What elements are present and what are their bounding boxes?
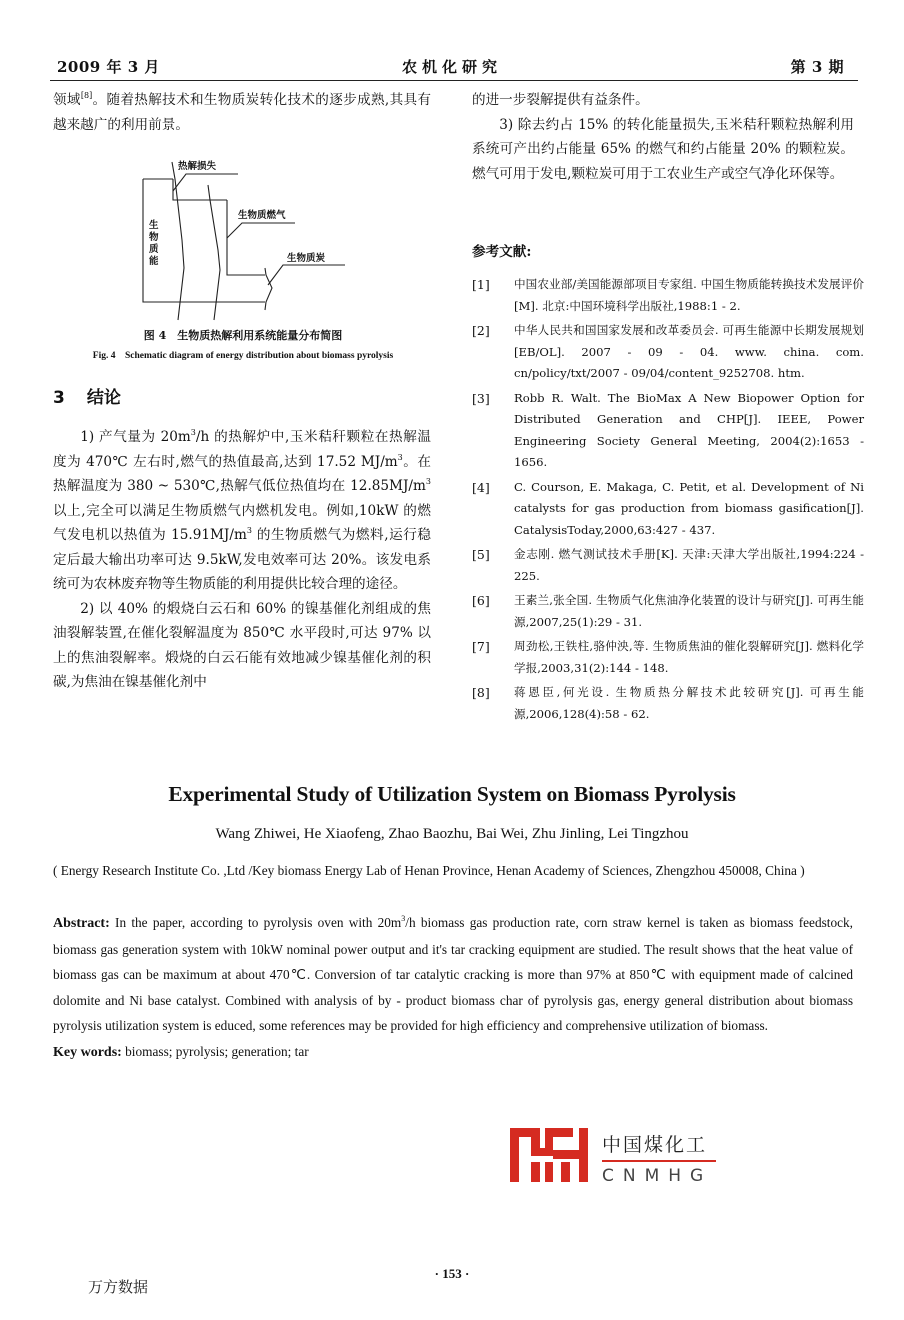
- logo-text-en: CNMHG: [602, 1166, 713, 1186]
- c1-text-2: /h 的热解炉中,玉米秸秆颗粒在热解温度为 470℃ 左右时,燃气的热值最高,达到 17.52 MJ/m: [53, 429, 431, 470]
- reference-item: [472, 477, 864, 542]
- intro-text-a: 领域: [53, 92, 81, 108]
- ref-text: 金志刚. 燃气测试技术手册[K]. 天津:天津大学出版社,1994:224 - 225.: [514, 547, 864, 583]
- citation-8: [8]: [80, 91, 93, 100]
- header-date: 2009 年 3 月: [57, 58, 160, 76]
- abstract-text-b: /h biomass gas production rate, corn straw kernel is taken as biomass feedstock, biomass gas generation system with 10kW nominal power output and it's tar cracking equipment are studied. The result shows that the heat value of biomass gas can be maximum at about 470℃. Conversion of tar catalytic cracking is more than 97% at 850℃ with equipment made of calcined dolomite and Ni base catalyst. Combined with analysis of by - product biomass char of pyrolysis gas, energy general distribution about biomass pyrolysis utilization system is educed, some references may be provided for high efficiency and comprehensive utilization of biomass.: [53, 915, 853, 1033]
- ref-text: 周劲松,王铁柱,骆仲泱,等. 生物质焦油的催化裂解研究[J]. 燃料化学学报,2003,31(2):144 - 148.: [514, 639, 864, 675]
- continuation-text: 的进一步裂解提供有益条件。: [472, 92, 649, 108]
- ref-text: 王素兰,张全国. 生物质气化焦油净化装置的设计与研究[J]. 可再生能源,2007,25(1):29 - 31.: [514, 593, 864, 629]
- header-journal-title: 农机化研究: [401, 58, 502, 76]
- keywords-label: Key words:: [53, 1044, 122, 1060]
- c1-text-4: 以上,完全可以满足生物质燃气内燃机发电。例如,10kW 的燃气发电机以热值为 15.91MJ/m: [53, 502, 431, 543]
- ref-num: [4]: [472, 479, 490, 495]
- references-list: [472, 274, 864, 728]
- leader-char: [268, 265, 345, 285]
- c1-sup-4: 3: [246, 526, 252, 535]
- reference-item: [472, 320, 864, 385]
- watermark-wanfang: 万方数据: [88, 1278, 149, 1296]
- abstract-text-a: In the paper, according to pyrolysis oven with 20m: [109, 915, 402, 930]
- section-number: 3: [53, 388, 65, 408]
- label-char-2: 物: [149, 232, 159, 243]
- header-rule: [50, 80, 858, 81]
- english-title: Experimental Study of Utilization System on Biomass Pyrolysis: [168, 782, 736, 806]
- logo-divider: [602, 1160, 716, 1162]
- zigzag-cut-1: [172, 162, 184, 320]
- abstract-label: Abstract:: [53, 916, 110, 931]
- c1-text-5: 的生物质燃气为燃料,运行稳定后最大输出功率可达 9.5kW,发电效率可达 20%。该发电系统可为农林废弃物等生物质能的利用提供比较合理的途径。: [53, 527, 431, 592]
- header-issue: 第 3 期: [790, 58, 844, 76]
- reference-item: [472, 388, 864, 474]
- leader-heat-loss: [173, 174, 238, 191]
- c1-sup-3: 3: [425, 477, 431, 486]
- ref-text: 蒋恩臣,何光设. 生物质热分解技术此较研究[J]. 可再生能源,2006,128(4):58 - 62.: [514, 685, 864, 721]
- c1-sup-2: 3: [397, 452, 403, 462]
- outer-box-edge: [143, 179, 265, 302]
- conclusions-left: [53, 425, 431, 695]
- english-authors: Wang Zhiwei, He Xiaofeng, Zhao Baozhu, Bai Wei, Zhu Jinling, Lei Tingzhou: [215, 826, 689, 842]
- label-char-4: 能: [149, 256, 159, 267]
- reference-item: [472, 274, 864, 317]
- ref-num: [3]: [472, 390, 490, 406]
- heat-loss-step: [173, 179, 227, 200]
- ref-num: [2]: [472, 323, 490, 338]
- label-heat-loss: 热解损失: [178, 161, 217, 172]
- figure-4-diagram: [120, 150, 380, 325]
- intro-paragraph: [53, 88, 431, 137]
- abstract-sup: 3: [401, 914, 406, 923]
- label-biomass-energy: [149, 220, 161, 268]
- conclusion-1: [53, 425, 431, 597]
- ref-num: [8]: [472, 685, 490, 700]
- reference-item: [472, 636, 864, 679]
- ref-num: [5]: [472, 547, 490, 562]
- page-number: · 153 ·: [434, 1266, 470, 1281]
- ref-text: 中华人民共和国国家发展和改革委员会. 可再生能源中长期发展规划[EB/OL]. 2007 - 09 - 04. www. china. com. cn/policy/txt/2007 - 09/04/content_9252708. htm.: [514, 323, 864, 380]
- section-heading: [53, 383, 121, 408]
- references-title: 参考文献:: [472, 244, 532, 260]
- c1-text-1: 1) 产气量为 20m: [80, 429, 191, 445]
- label-char-1: 生: [149, 220, 159, 231]
- zigzag-cut-2: [208, 185, 220, 320]
- ref-num: [6]: [472, 593, 490, 608]
- figure-caption-en: Fig. 4 Schematic diagram of energy distribution about biomass pyrolysis: [92, 351, 394, 361]
- figure-caption-cn: 图 4 生物质热解利用系统能量分布简图: [143, 329, 343, 342]
- ref-num: [1]: [472, 277, 490, 292]
- english-affiliation: ( Energy Research Institute Co. ,Ltd /Key biomass Energy Lab of Henan Province, Henan Academy of Sciences, Zhengzhou 450008, China ): [53, 863, 805, 878]
- mh-logo-icon: [510, 1128, 596, 1182]
- logo-text-cn: 中国煤化工: [602, 1134, 708, 1156]
- label-biomass-char: 生物质炭: [287, 253, 326, 264]
- section-title: 结论: [86, 388, 121, 408]
- logo-text-block: [602, 1130, 716, 1186]
- label-char-3: 质: [149, 244, 159, 255]
- conclusion-3: 3) 除去约占 15% 的转化能量损失,玉米秸秆颗粒热解利用系统可产出约占能量 65% 的燃气和约占能量 20% 的颗粒炭。燃气可用于发电,颗粒炭可用于工农业生产或空气净化环保等。: [472, 116, 854, 182]
- english-abstract: [53, 910, 853, 1065]
- ref-text: 中国农业部/美国能源部项目专家组. 中国生物质能转换技术发展评价[M]. 北京:中国环境科学出版社,1988:1 - 2.: [514, 277, 864, 313]
- conclusion-2: 2) 以 40% 的煅烧白云石和 60% 的镍基催化剂组成的焦油裂解装置,在催化裂解温度为 850℃ 水平段时,可达 97% 以上的焦油裂解率。煅烧的白云石能有效地减少镍基催化剂的积碳,为焦油在镍基催化剂中: [53, 600, 431, 690]
- keywords-text: biomass; pyrolysis; generation; tar: [121, 1043, 309, 1059]
- ref-text: Robb R. Walt. The BioMax A New Biopower Option for Distributed Generation and CHP[J]. IEEE, Power Engineering Society General Meeting, 2004(2):1653 - 1656.: [514, 390, 864, 469]
- ref-text: C. Courson, E. Makaga, C. Petit, et al. Development of Ni catalysts for gas production from biomass gasification[J]. CatalysisToday,2000,63:427 - 437.: [514, 479, 864, 537]
- leader-gas: [227, 223, 295, 238]
- intro-text-b: 。随着热解技术和生物质炭转化技术的逐步成熟,其具有越来越广的利用前景。: [53, 92, 432, 133]
- c1-text-3: 。在热解温度为 380 ~ 530℃,热解气低位热值均在 12.85MJ/m: [53, 453, 431, 494]
- reference-item: [472, 544, 864, 587]
- reference-item: [472, 682, 864, 725]
- reference-item: [472, 590, 864, 633]
- c1-sup-1: 3: [190, 428, 196, 437]
- conclusions-right: [472, 88, 854, 186]
- ref-num: [7]: [472, 639, 490, 654]
- label-biomass-gas: 生物质燃气: [238, 210, 286, 221]
- char-arrow-tip: [265, 268, 272, 310]
